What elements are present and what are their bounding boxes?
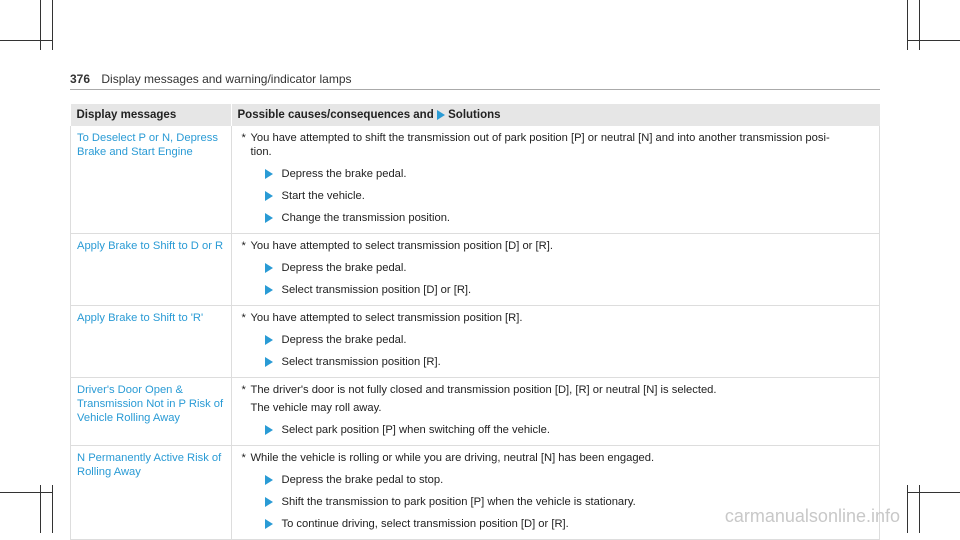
display-message: Driver's Door Open & Transmission Not in P Risk of Vehicle Rolling Away (71, 378, 232, 446)
arrow-right-icon (437, 110, 445, 120)
solution-step (238, 333, 874, 347)
arrow-right-icon (265, 475, 273, 485)
crop-mark (52, 0, 53, 50)
cause-text (238, 131, 874, 145)
crop-mark (40, 0, 41, 50)
page-number: 376 (70, 72, 91, 86)
solution-step-text: Depress the brake pedal to stop. (281, 474, 444, 486)
crop-mark (908, 40, 960, 41)
solution-step (238, 355, 874, 369)
header-divider (70, 89, 880, 90)
asterisk-icon: * (241, 312, 246, 324)
column-header-message: Display messages (71, 104, 232, 126)
solution-step (238, 423, 874, 437)
table-row (71, 378, 880, 446)
cause-text-content: tion. (250, 146, 272, 158)
crop-mark (52, 485, 53, 533)
display-message: Apply Brake to Shift to D or R (71, 234, 232, 306)
cause-text (238, 451, 874, 465)
solution-step (238, 283, 874, 297)
table-row (71, 234, 880, 306)
cause-text (238, 311, 874, 325)
solution-step (238, 211, 874, 225)
arrow-right-icon (265, 335, 273, 345)
cause-text-content: You have attempted to select transmission position [D] or [R]. (250, 240, 553, 252)
cause-note: The vehicle may roll away. (250, 402, 382, 414)
watermark: carmanualsonline.info (724, 506, 900, 526)
solution-step-text: Select transmission position [D] or [R]. (281, 284, 472, 296)
solution-step-text: Select park position [P] when switching off the vehicle. (281, 424, 550, 436)
asterisk-icon: * (241, 384, 246, 396)
asterisk-icon: * (241, 132, 246, 144)
page-title: Display messages and warning/indicator lamps (101, 72, 352, 86)
arrow-right-icon (265, 497, 273, 507)
crop-mark (907, 0, 908, 50)
solution-step-text: Select transmission position [R]. (281, 356, 441, 368)
solution-step-text: Shift the transmission to park position [P] when the vehicle is stationary. (281, 496, 636, 508)
asterisk-icon: * (241, 452, 246, 464)
display-message: Apply Brake to Shift to 'R' (71, 306, 232, 378)
solution-step-text: Depress the brake pedal. (281, 334, 407, 346)
solution-step (238, 261, 874, 275)
table-row (71, 306, 880, 378)
arrow-right-icon (265, 169, 273, 179)
crop-mark (0, 492, 52, 493)
arrow-right-icon (265, 425, 273, 435)
crop-mark (919, 0, 920, 50)
solution-step-text: Change the transmission position. (281, 212, 451, 224)
solution-step-text: Depress the brake pedal. (281, 168, 407, 180)
arrow-right-icon (265, 213, 273, 223)
crop-mark (908, 492, 960, 493)
arrow-right-icon (265, 263, 273, 273)
solution-step-text: To continue driving, select transmission position [D] or [R]. (281, 518, 569, 530)
crop-mark (0, 40, 52, 41)
solution-step (238, 167, 874, 181)
arrow-right-icon (265, 191, 273, 201)
display-message: N Permanently Active Risk of Rolling Away (71, 446, 232, 540)
cause-text (238, 383, 874, 397)
cause-text (238, 145, 874, 159)
cause-text-content: The driver's door is not fully closed and transmission position [D], [R] or neutral [N] is selected. (250, 384, 717, 396)
asterisk-icon: * (241, 240, 246, 252)
cause-cell (231, 306, 880, 378)
cause-text (238, 239, 874, 253)
solution-step-text: Depress the brake pedal. (281, 262, 407, 274)
cause-cell (231, 234, 880, 306)
solution-step (238, 473, 874, 487)
arrow-right-icon (265, 519, 273, 529)
display-message: To Deselect P or N, Depress Brake and Start Engine (71, 126, 232, 234)
cause-text-content: You have attempted to select transmission position [R]. (250, 312, 523, 324)
column-header-causes: Possible causes/consequences and Solutions (231, 104, 880, 126)
solution-step-text: Start the vehicle. (281, 190, 365, 202)
arrow-right-icon (265, 285, 273, 295)
cause-text-content: While the vehicle is rolling or while you are driving, neutral [N] has been engaged. (250, 452, 655, 464)
cause-cell (231, 126, 880, 234)
cause-text-content: You have attempted to shift the transmission out of park position [P] or neutral [N] and into another transmission posi- (250, 132, 830, 144)
cause-cell (231, 378, 880, 446)
display-messages-table (70, 104, 880, 540)
arrow-right-icon (265, 357, 273, 367)
page-header (70, 72, 352, 86)
solution-step (238, 189, 874, 203)
table-row (71, 126, 880, 234)
